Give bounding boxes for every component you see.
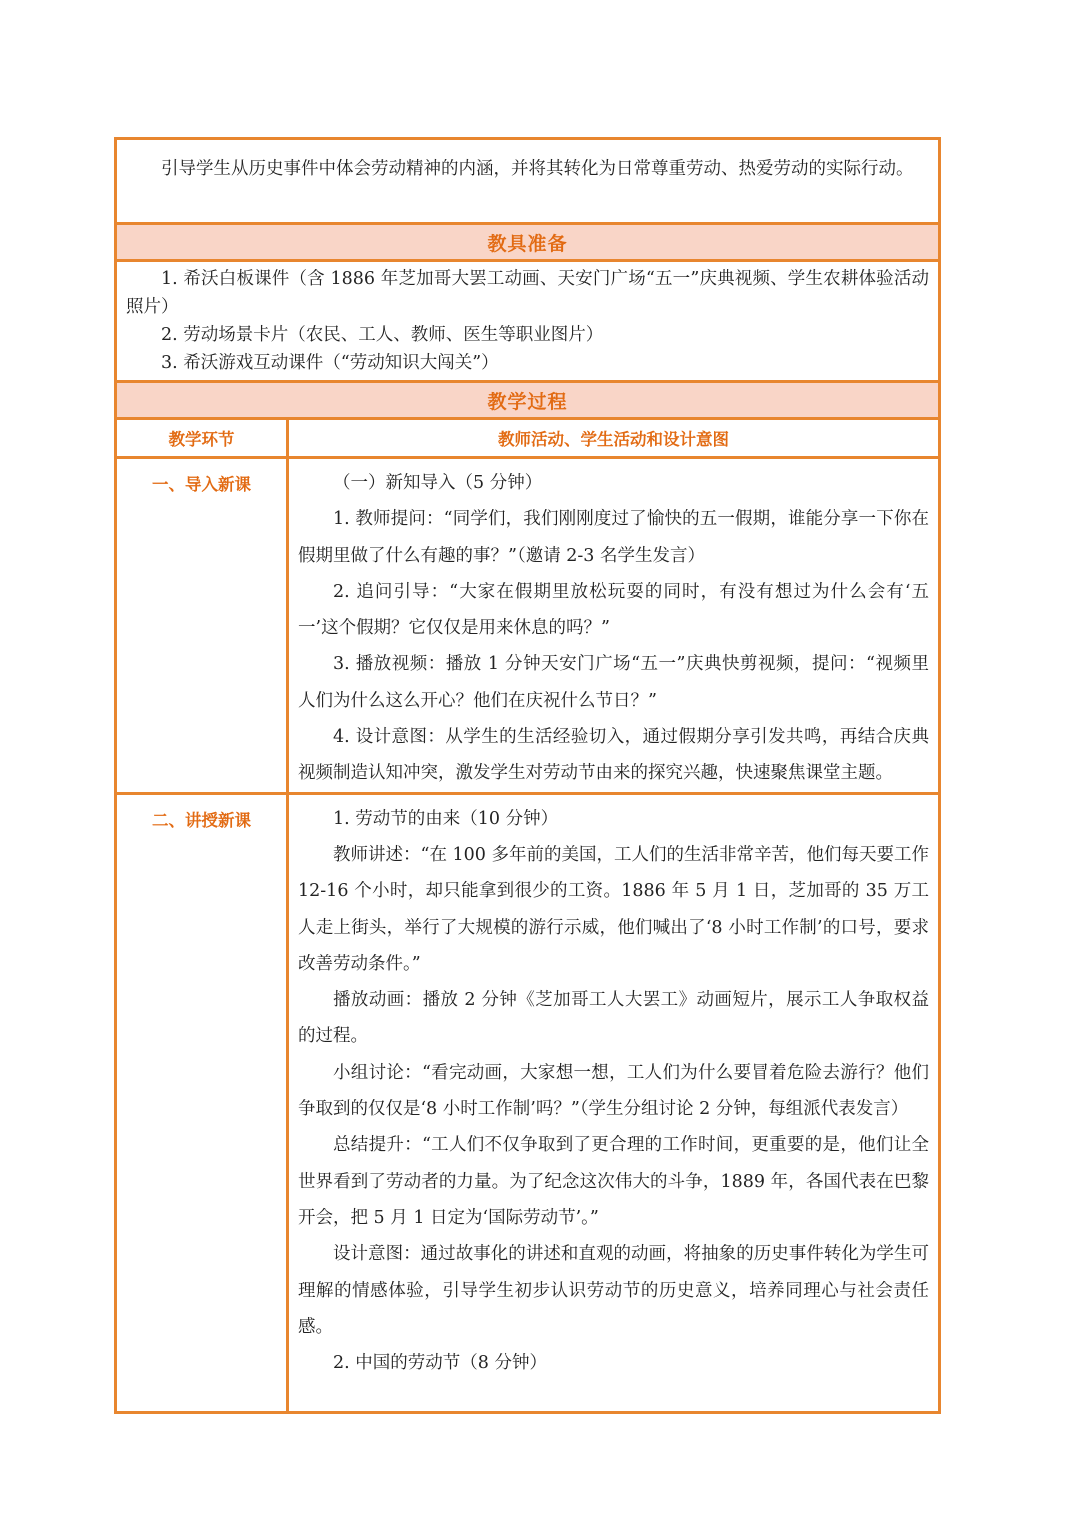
stage-name: 二、讲授新课 [116, 793, 288, 1412]
equipment-item: 3. 希沃游戏互动课件（“劳动知识大闯关”） [161, 353, 499, 373]
equipment-row [116, 261, 940, 382]
activity-paragraph: （一）新知导入（5 分钟） [333, 473, 543, 493]
intro-row [116, 139, 940, 224]
activity-paragraph: 小组讨论：“看完动画，大家想一想，工人们为什么要冒着危险去游行？他们争取到的仅仅是‘8 小时工作制’吗？”（学生分组讨论 2 分钟，每组派代表发言） [298, 1062, 929, 1120]
intro-text: 引导学生从历史事件中体会劳动精神的内涵，并将其转化为日常尊重劳动、热爱劳动的实际行动。 [161, 159, 914, 179]
process-header-row [116, 382, 940, 419]
activity-paragraph: 教师讲述：“在 100 多年前的美国，工人们的生活非常辛苦，他们每天要工作 12-16 个小时，却只能拿到很少的工资。1886 年 5 月 1 日，芝加哥的 35 万工人走上街头，举行了大规模的游行示威，他们喊出了‘8 小时工作制’的口号，要求改善劳动条件。” [298, 844, 929, 974]
activity-paragraph: 设计意图：通过故事化的讲述和直观的动画，将抽象的历史事件转化为学生可理解的情感体验，引导学生初步认识劳动节的历史意义，培养同理心与社会责任感。 [298, 1244, 929, 1337]
intro-cell [116, 139, 940, 224]
equipment-cell [116, 261, 940, 382]
stage-name: 一、导入新课 [116, 458, 288, 794]
equipment-item: 2. 劳动场景卡片（农民、工人、教师、医生等职业图片） [161, 325, 604, 345]
activity-paragraph: 播放动画：播放 2 分钟《芝加哥工人大罢工》动画短片，展示工人争取权益的过程。 [298, 990, 929, 1047]
activity-paragraph: 2. 追问引导：“大家在假期里放松玩耍的同时，有没有想过为什么会有‘五一’这个假期？它仅仅是用来休息的吗？” [298, 581, 929, 639]
stage-row [116, 793, 940, 1412]
activity-paragraph: 4. 设计意图：从学生的生活经验切入，通过假期分享引发共鸣，再结合庆典视频制造认知冲突，激发学生对劳动节由来的探究兴趣，快速聚焦课堂主题。 [298, 727, 929, 784]
stage-row [116, 458, 940, 794]
process-title: 教学过程 [116, 382, 940, 419]
stage-activity-cell [288, 793, 940, 1412]
activity-paragraph: 1. 劳动节的由来（10 分钟） [333, 808, 559, 829]
activity-paragraph: 3. 播放视频：播放 1 分钟天安门广场“五一”庆典快剪视频，提问：“视频里人们为什么这么开心？他们在庆祝什么节日？” [298, 654, 929, 711]
equipment-header-row [116, 224, 940, 261]
col-stage-header: 教学环节 [116, 419, 288, 458]
col-activity-header: 教师活动、学生活动和设计意图 [288, 419, 940, 458]
column-header-row [116, 419, 940, 458]
activity-paragraph: 2. 中国的劳动节（8 分钟） [333, 1353, 547, 1374]
stage-activity-cell [288, 458, 940, 794]
equipment-item: 1. 希沃白板课件（含 1886 年芝加哥大罢工动画、天安门广场“五一”庆典视频、学生农耕体验活动照片） [126, 269, 929, 317]
equipment-title: 教具准备 [116, 224, 940, 261]
activity-paragraph: 1. 教师提问：“同学们，我们刚刚度过了愉快的五一假期，谁能分享一下你在假期里做了什么有趣的事？”（邀请 2-3 名学生发言） [298, 509, 929, 566]
lesson-plan-table [114, 137, 941, 1414]
activity-paragraph: 总结提升：“工人们不仅争取到了更合理的工作时间，更重要的是，他们让全世界看到了劳动者的力量。为了纪念这次伟大的斗争，1889 年，各国代表在巴黎开会，把 5 月 1 日定为‘国际劳动节’。” [298, 1135, 929, 1228]
